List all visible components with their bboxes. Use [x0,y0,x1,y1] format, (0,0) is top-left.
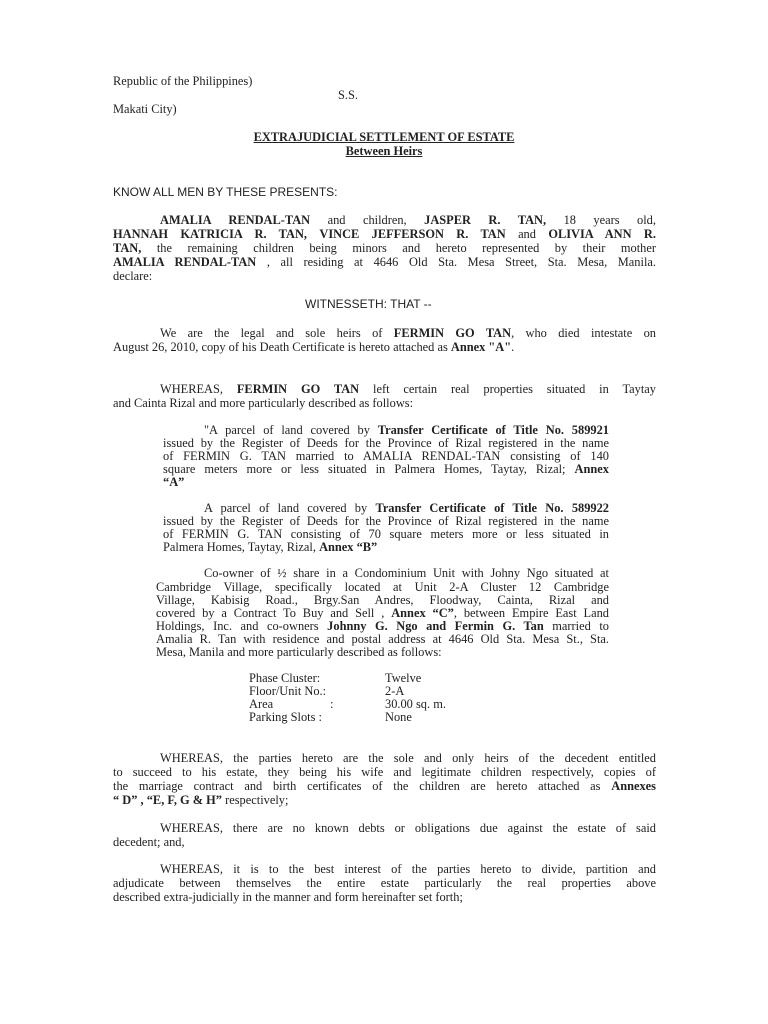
text: Annexes [611,779,656,793]
condo-line-1: Co-owner of ½ share in a Condominium Unit with Johny Ngo situated at [204,566,609,580]
whereas3-line-1: WHEREAS, there are no known debts or obligations due against the estate of said [160,821,656,835]
text: , all residing at 4646 Old Sta. Mesa Street, Sta. Mesa, Manila. [266,255,656,269]
text: "A parcel of land covered by [204,423,370,437]
condo-line-6: Amalia R. Tan with residence and postal address at 4646 Old Sta. Mesa St., Sta. [156,632,609,646]
text: and children, [327,213,407,227]
parcel1-line-2: issued by the Register of Deeds for the Province of Rizal registered in the name [163,436,609,450]
detail-value: 2-A [385,684,405,698]
parcel2-line-3: of FERMIN G. TAN consisting of 70 square meters more or less situated in [163,527,609,541]
text: We are the legal and sole heirs of [160,326,383,340]
detail-label: Phase Cluster: [249,671,321,685]
whereas4-line-3: described extra-judicially in the manner and form hereinafter set forth; [113,890,463,904]
parcel1-annex [163,475,184,489]
tct-589921: Transfer Certificate of Title No. 589921 [377,423,609,437]
parties-line-1 [160,213,656,227]
text: , who died intestate on [511,326,656,340]
detail-value: Twelve [385,671,422,685]
text: . [511,340,515,354]
text: August 26, 2010, copy of his Death Certificate is hereto attached as [113,340,448,354]
party-vince: VINCE JEFFERSON R. TAN [319,227,506,241]
parties-line-4 [113,255,656,269]
whereas2-line-2: to succeed to his estate, they being his wife and legitimate children respectively, copies of [113,765,656,779]
condo-line-3: Village, Kabisig Road., Brgy.San Andres, Floodway, Cainta, Rizal and [156,593,609,607]
heirs-line-2 [113,340,514,354]
parties-declare: declare: [113,269,153,283]
party-amalia-mother: AMALIA RENDAL-TAN [113,255,257,269]
condo-line-7: Mesa, Manila and more particularly described as follows: [156,645,442,659]
text: covered by a Contract To Buy and Sell , [156,606,385,620]
text: Holdings, Inc. and co-owners [156,619,319,633]
text: “A” [163,475,185,489]
detail-label: Floor/Unit No.: [249,684,327,698]
text: Palmera Homes, Taytay, Rizal, [163,540,316,554]
parcel2-line-4 [163,540,377,554]
whereas1-line-2: and Cainta Rizal and more particularly described as follows: [113,396,414,410]
decedent-name: FERMIN GO TAN [393,326,512,340]
parcel1-line-3: of FERMIN G. TAN married to AMALIA RENDAL-TAN consisting of 140 [163,449,609,463]
detail-label: Area [249,697,274,711]
text: Annex “B” [319,540,378,554]
text: and [518,227,536,241]
parties-line-3 [113,241,656,255]
annex-a-ref: Annex "A" [450,340,512,354]
heirs-line-1 [160,326,656,340]
parcel2-line-1 [204,501,609,515]
whereas2-line-1: WHEREAS, the parties hereto are the sole and only heirs of the decedent entitled [160,751,656,765]
opening-line: KNOW ALL MEN BY THESE PRESENTS: [113,185,338,199]
party-jasper: JASPER R. TAN, [424,213,547,227]
text: WHEREAS, [160,382,223,396]
party-amalia: AMALIA RENDAL-TAN [160,213,311,227]
text: the marriage contract and birth certificates of the children are hereto attached as [113,779,601,793]
parcel1-line-4 [163,462,609,476]
text: TAN, [113,241,142,255]
text: Johnny G. Ngo and Fermin G. Tan [327,619,544,633]
detail-label: Parking Slots : [249,710,322,724]
caption-city: Makati City) [113,102,177,116]
parties-line-2 [113,227,656,241]
detail-value: 30.00 sq. m. [385,697,446,711]
text: A parcel of land covered by [204,501,368,515]
parcel1-line-1 [204,423,609,437]
text: “ D” , “E, F, G & H” [113,793,222,807]
condo-line-5 [156,619,609,633]
condo-line-4 [156,606,609,620]
party-hannah: HANNAH KATRICIA R. TAN, [113,227,308,241]
document-subtitle: Between Heirs [345,144,423,158]
caption-ss: S.S. [338,88,358,102]
decedent-name: FERMIN GO TAN [236,382,360,396]
text: married to [552,619,609,633]
text: the remaining children being minors and hereto represented by their mother [156,241,656,255]
text: left certain real properties situated in Taytay [373,382,656,396]
whereas4-line-2: adjudicate between themselves the entire estate particularly the real properties above [113,876,656,890]
parcel2-line-2: issued by the Register of Deeds for the Province of Rizal registered in the name [163,514,609,528]
document-title: EXTRAJUDICIAL SETTLEMENT OF ESTATE [253,130,515,144]
text: 18 years old, [563,213,656,227]
witnesseth-heading: WITNESSETH: THAT -- [305,297,432,311]
tct-589922: Transfer Certificate of Title No. 589922 [375,501,609,515]
caption-republic: Republic of the Philippines) [113,74,253,88]
condo-line-2: Cambridge Village, specifically located at Unit 2-A Cluster 12 Cambridge [156,580,609,594]
text: , between Empire East Land [453,606,609,620]
whereas1-line-1 [160,382,656,396]
party-olivia: OLIVIA ANN R. [548,227,656,241]
whereas4-line-1: WHEREAS, it is to the best interest of the parties hereto to divide, partition and [160,862,656,876]
text: Annex “C” [391,606,454,620]
text: Annex [574,462,609,476]
whereas3-line-2: decedent; and, [113,835,185,849]
detail-value: None [385,710,412,724]
whereas2-line-3 [113,779,656,793]
detail-colon: : [330,697,334,711]
text: square meters more or less situated in Palmera Homes, Taytay, Rizal; [163,462,566,476]
text: respectively; [225,793,289,807]
whereas2-line-4 [113,793,288,807]
